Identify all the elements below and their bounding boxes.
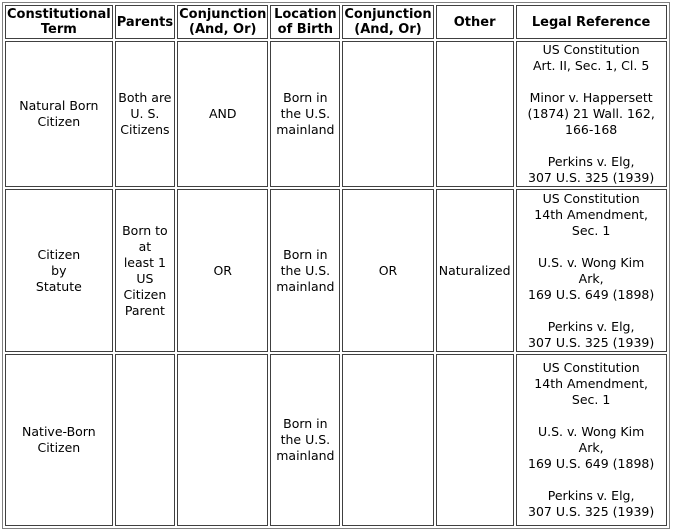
cell-legal-reference: [516, 354, 667, 526]
legal-reference-item: Perkins v. Elg, 307 U.S. 325 (1939): [528, 154, 655, 185]
cell-conjunction-1: [177, 354, 268, 526]
cell-parents: Born to at least 1 US Citizen Parent: [115, 189, 175, 352]
cell-term: Natural Born Citizen: [5, 41, 113, 187]
legal-reference-item: Perkins v. Elg, 307 U.S. 325 (1939): [528, 318, 655, 350]
table-row: [5, 354, 667, 526]
table-row: [5, 189, 667, 352]
cell-location: Born in the U.S. mainland: [270, 41, 340, 187]
cell-other: Naturalized: [436, 189, 514, 352]
header-parents: Parents: [115, 5, 175, 39]
header-legal-reference: Legal Reference: [516, 5, 667, 39]
cell-parents: [115, 354, 175, 526]
header-constitutional-term: Constitutional Term: [7, 7, 111, 37]
legal-reference-item: Minor v. Happersett (1874) 21 Wall. 162, 166-168: [527, 90, 655, 137]
cell-conjunction-1: OR: [177, 189, 268, 352]
cell-term: Native-Born Citizen: [5, 354, 113, 526]
legal-reference-item: U.S. v. Wong Kim Ark, 169 U.S. 649 (1898): [528, 254, 655, 302]
cell-legal-reference: [516, 41, 667, 187]
cell-other: [436, 354, 514, 526]
header-row: [5, 5, 667, 39]
header-location-of-birth: Location of Birth: [270, 5, 340, 39]
table-row: [5, 41, 667, 187]
citizenship-table: [2, 2, 670, 529]
legal-reference-item: US Constitution 14th Amendment, Sec. 1: [534, 190, 648, 238]
cell-legal-reference: [516, 189, 667, 352]
cell-conjunction-1: AND: [177, 41, 268, 187]
cell-term: Citizen by Statute: [5, 189, 113, 352]
cell-parents: Both are U. S. Citizens: [115, 41, 175, 187]
legal-reference-item: Perkins v. Elg, 307 U.S. 325 (1939): [528, 488, 655, 519]
header-conjunction-2: Conjunction (And, Or): [344, 7, 432, 37]
legal-reference-item: U.S. v. Wong Kim Ark, 169 U.S. 649 (1898): [528, 424, 655, 471]
cell-conjunction-2: [342, 354, 433, 526]
legal-reference-item: US Constitution 14th Amendment, Sec. 1: [534, 360, 648, 407]
cell-location: Born in the U.S. mainland: [270, 354, 340, 526]
cell-location: Born in the U.S. mainland: [270, 189, 340, 352]
header-conjunction-1: Conjunction (And, Or): [179, 7, 267, 37]
cell-conjunction-2: [342, 41, 433, 187]
cell-other: [436, 41, 514, 187]
header-other: Other: [436, 5, 514, 39]
cell-conjunction-2: OR: [342, 189, 433, 352]
legal-reference-item: US Constitution Art. II, Sec. 1, Cl. 5: [532, 42, 650, 73]
